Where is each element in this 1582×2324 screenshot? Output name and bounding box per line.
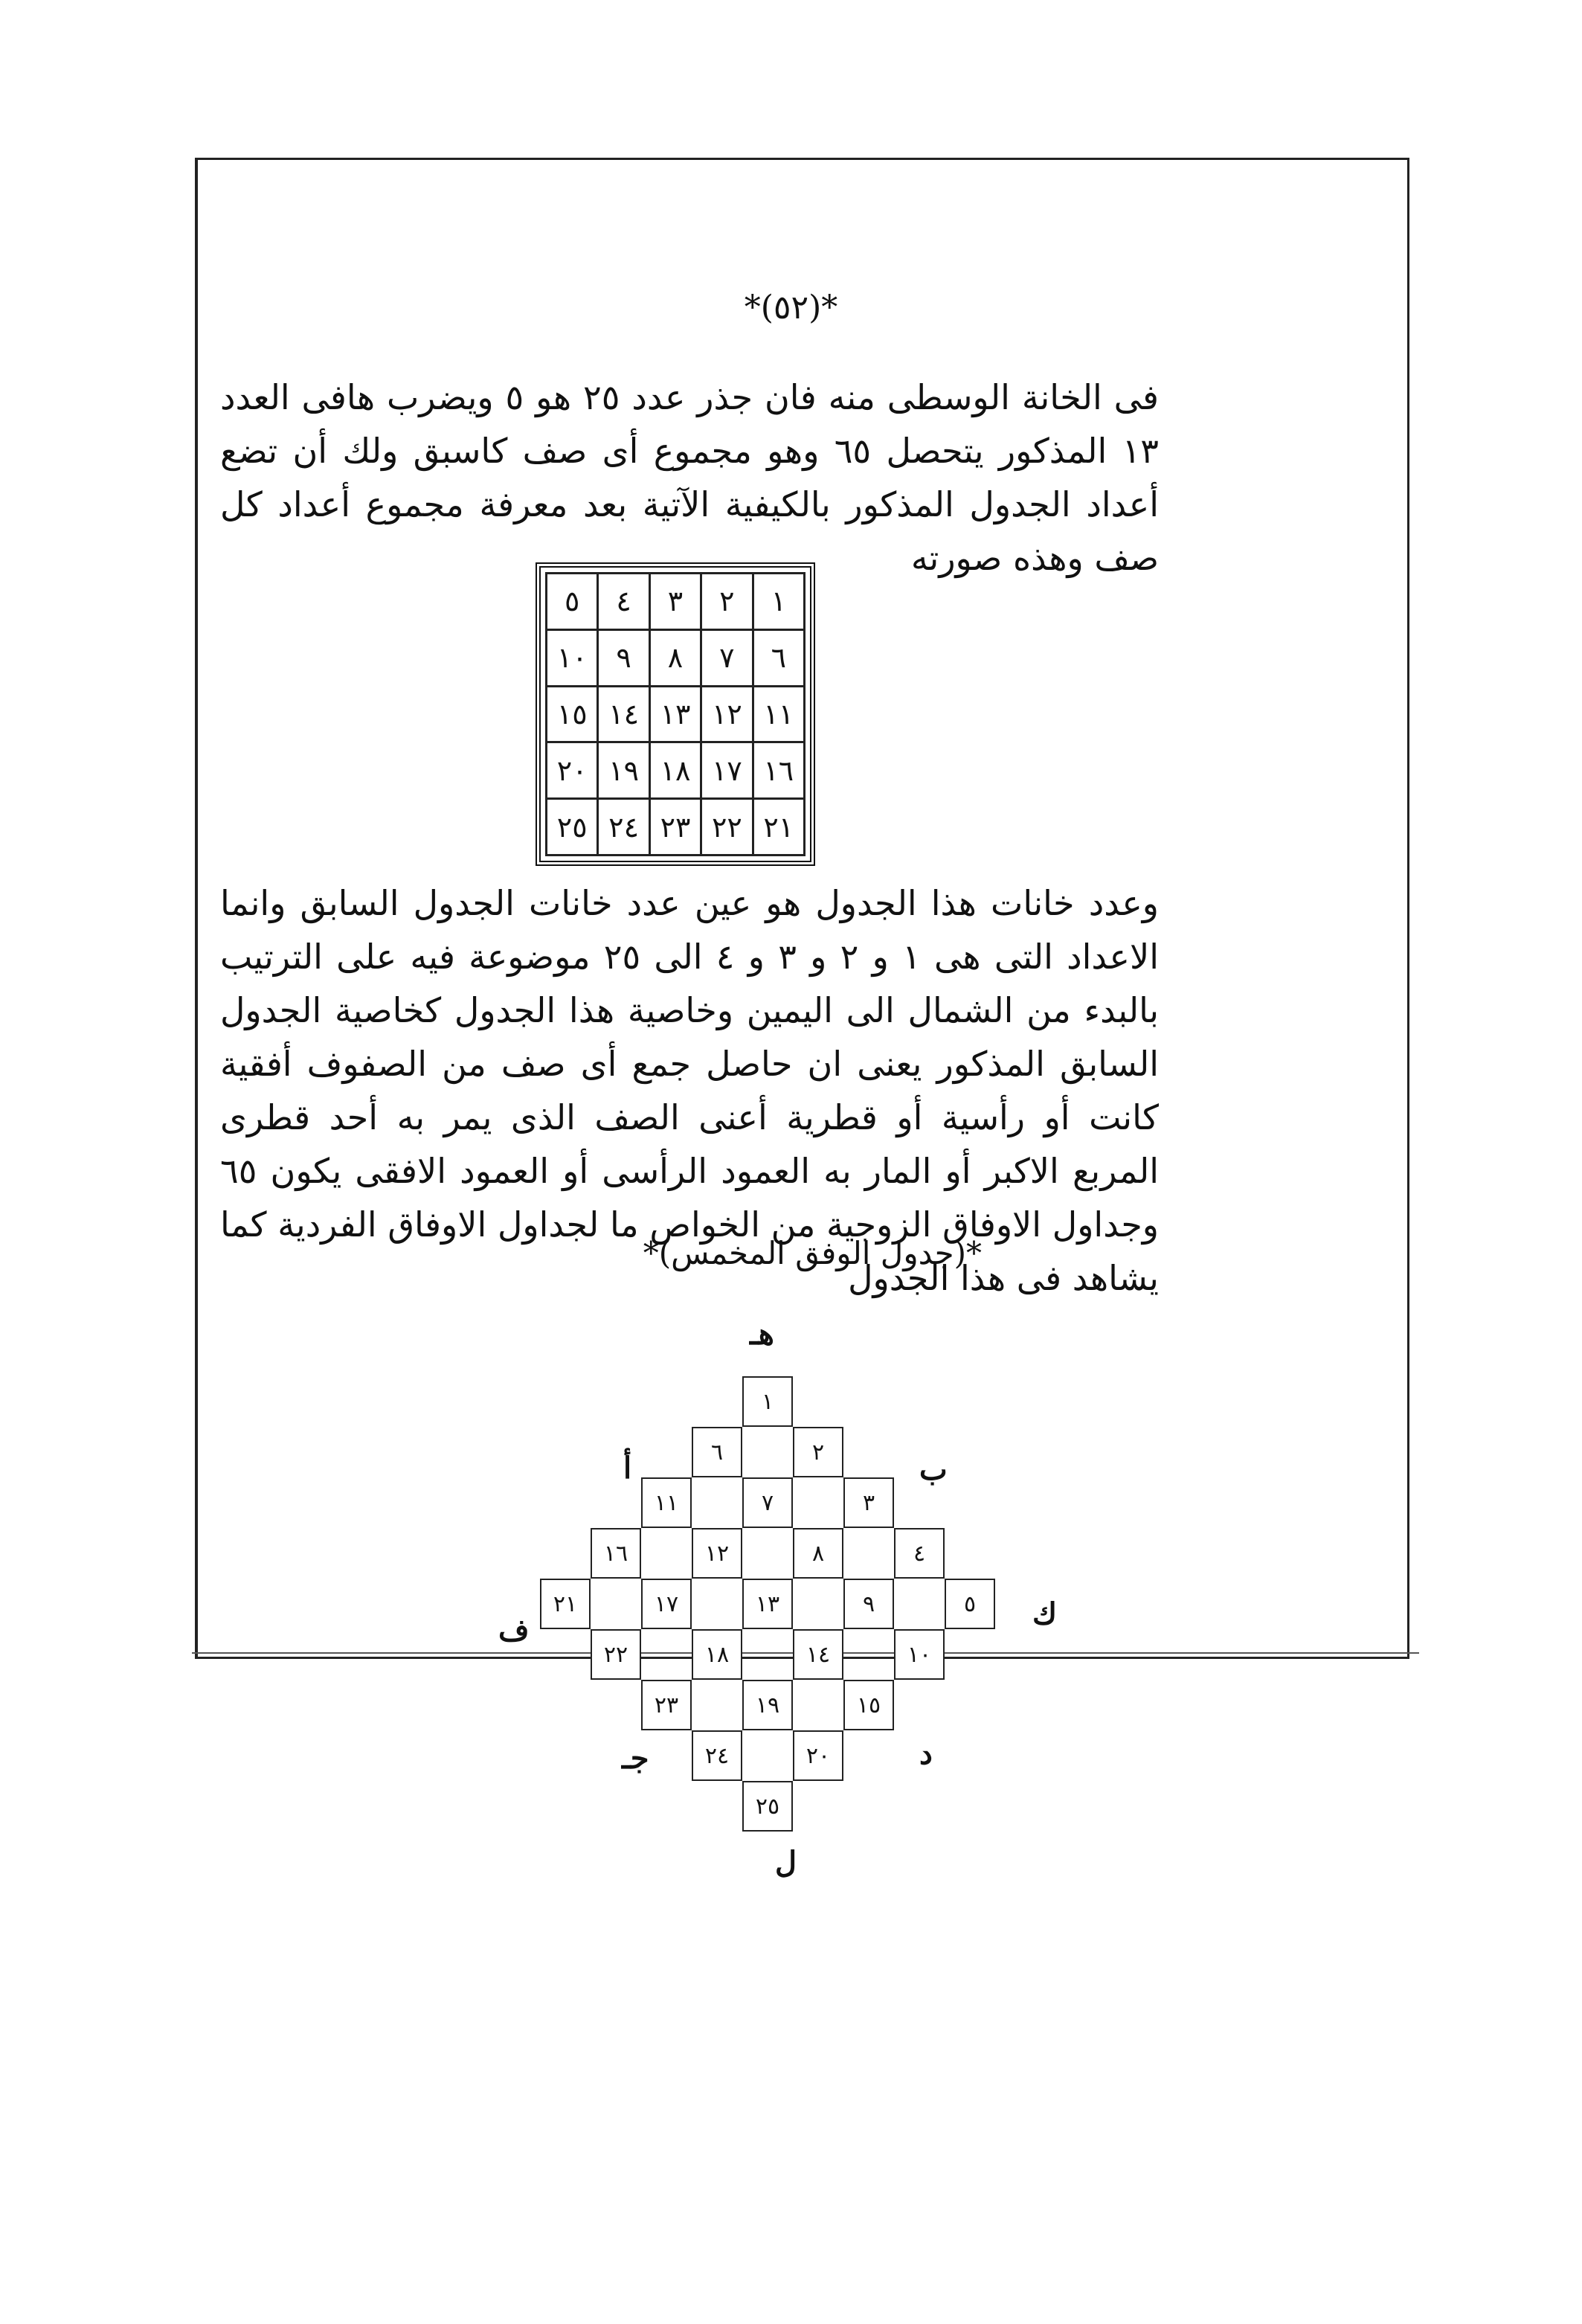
grid-cell: ٢٣ (649, 799, 701, 856)
paragraph-1: فى الخانة الوسطى منه فان جذر عدد ٢٥ هو ٥ ويضرب هافى العدد ١٣ المذكور يتحصل ٦٥ وهو مجموع أى صف كاسبق ولك أن تضع أعداد الجدول المذكور بالكيفية الآتية بعد معرفة مجموع أعداد كل صف وهذه صورته (220, 377, 1160, 578)
diamond-cell: ٥ (945, 1579, 995, 1629)
diamond-cell: ١١ (641, 1477, 692, 1528)
diamond-magic-square (483, 1317, 1057, 1882)
diamond-cell: ٣ (843, 1477, 894, 1528)
diamond-cell: ١٩ (742, 1680, 793, 1730)
grid-cell: ٤ (598, 574, 649, 630)
diamond-cell: ٢٠ (793, 1730, 843, 1781)
diamond-cell: ٤ (894, 1528, 945, 1579)
grid-cell: ١٣ (649, 686, 701, 742)
figure-caption: *(جدول الوفق المخمس)* (643, 1235, 982, 1271)
label-bottom: ل (775, 1845, 797, 1880)
grid-cell: ٨ (649, 629, 701, 686)
diamond-cell: ١ (742, 1376, 793, 1427)
diamond-cell: ٢ (793, 1427, 843, 1477)
grid-cell: ١٦ (753, 742, 804, 799)
diamond-cell: ٩ (843, 1579, 894, 1629)
label-top: هـ (750, 1317, 774, 1352)
grid-cell: ١٩ (598, 742, 649, 799)
grid-cell: ١٤ (598, 686, 649, 742)
label-lower-left: جـ (622, 1741, 649, 1776)
grid-cell: ٢١ (753, 799, 804, 856)
diamond-cell: ٨ (793, 1528, 843, 1579)
grid-cell: ١٢ (701, 686, 753, 742)
grid-cell: ٧ (701, 629, 753, 686)
diamond-cell: ٢٣ (641, 1680, 692, 1730)
diamond-cell: ٢١ (540, 1579, 591, 1629)
grid-row (547, 629, 805, 686)
diamond-cell: ٢٤ (692, 1730, 742, 1781)
grid-cell: ١٧ (701, 742, 753, 799)
diamond-cell: ١٠ (894, 1629, 945, 1680)
label-lower-right: د (919, 1736, 933, 1771)
grid-cell: ١ (753, 574, 804, 630)
diamond-cell: ١٣ (742, 1579, 793, 1629)
grid-cell: ٦ (753, 629, 804, 686)
label-right: ك (1032, 1596, 1057, 1631)
grid-cell: ٥ (547, 574, 598, 630)
diamond-cell: ٧ (742, 1477, 793, 1528)
grid-cell: ٢ (701, 574, 753, 630)
grid-cell: ٩ (598, 629, 649, 686)
diamond-cell: ١٥ (843, 1680, 894, 1730)
diamond-cell: ٢٥ (742, 1781, 793, 1832)
grid-row (547, 799, 805, 856)
diamond-cell: ١٨ (692, 1629, 742, 1680)
grid-cell: ٢٥ (547, 799, 598, 856)
grid-cell: ٢٠ (547, 742, 598, 799)
diamond-cell: ٦ (692, 1427, 742, 1477)
grid-cell: ١١ (753, 686, 804, 742)
diamond-cell: ١٢ (692, 1528, 742, 1579)
grid-cell: ١٥ (547, 686, 598, 742)
grid-row (547, 686, 805, 742)
label-upper-right: ب (919, 1452, 948, 1487)
magic-square-5x5 (536, 562, 815, 866)
grid-cell: ١٠ (547, 629, 598, 686)
grid-cell: ٢٤ (598, 799, 649, 856)
grid-row (547, 574, 805, 630)
paragraph-2: وعدد خانات هذا الجدول هو عين عدد خانات الجدول السابق وانما الاعداد التى هى ١ و ٢ و ٣ و ٤ الى ٢٥ موضوعة فيه على الترتيب بالبدء من الشمال الى اليمين وخاصية هذا الجدول كخاصية الجدول السابق المذكور يعنى ان حاصل جمع أى صف من الصفوف أفقية كانت أو رأسية أو قطرية أعنى الصف الذى يمر به أحد قطرى المربع الاكبر أو المار به العمود الرأسى أو العمود الافقى يكون ٦٥ وجداول الاوفاق الزوجية من الخواص ما لجداول الاوفاق الفردية كما يشاهد فى هذا الجدول (220, 883, 1159, 1298)
diamond-cell: ١٦ (591, 1528, 641, 1579)
diamond-cell: ١٧ (641, 1579, 692, 1629)
label-left: ف (498, 1613, 530, 1648)
grid-row (547, 742, 805, 799)
label-upper-left: أ (623, 1451, 632, 1486)
diamond-cell: ١٤ (793, 1629, 843, 1680)
grid-cell: ٣ (649, 574, 701, 630)
diamond-cell: ٢٢ (591, 1629, 641, 1680)
grid-cell: ٢٢ (701, 799, 753, 856)
page-number: *(٥٢)* (744, 289, 838, 327)
grid-cell: ١٨ (649, 742, 701, 799)
